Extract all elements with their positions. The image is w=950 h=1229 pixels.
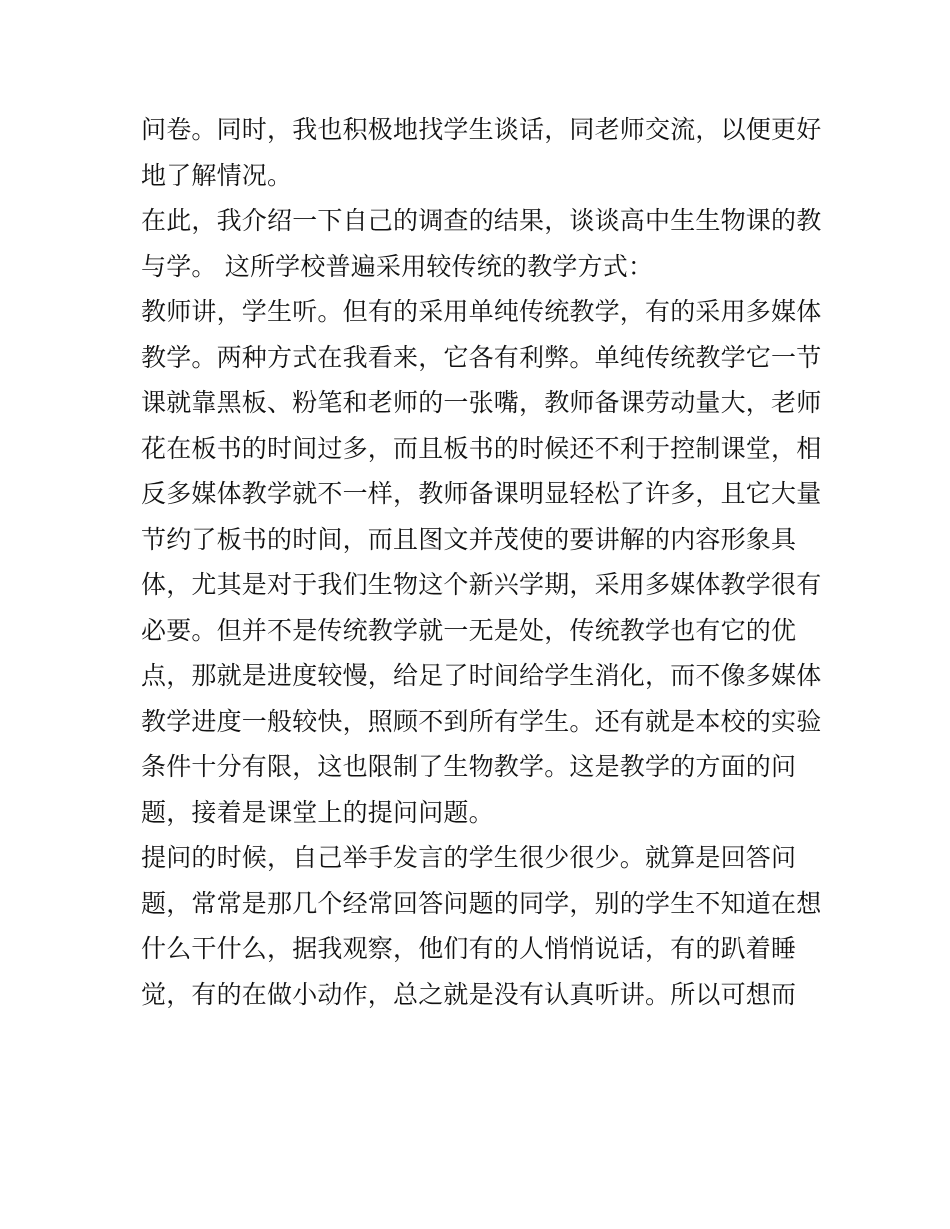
text-line: 地了解情况。 (141, 160, 293, 190)
text-line: 花在板书的时间过多，而且板书的时候还不利于控制课堂，相 (141, 433, 822, 463)
text-line: 题，常常是那几个经常回答问题的同学，别的学生不知道在想 (141, 888, 822, 918)
body-text (141, 107, 821, 1017)
text-line: 教学。两种方式在我看来，它各有利弊。单纯传统教学它一节 (141, 342, 822, 372)
text-line: 体，尤其是对于我们生物这个新兴学期，采用多媒体教学很有 (141, 570, 822, 599)
text-line: 题，接着是课堂上的提问问题。 (141, 797, 494, 827)
text-line: 觉，有的在做小动作，总之就是没有认真听讲。所以可想而 (141, 979, 797, 1009)
text-line: 教师讲，学生听。但有的采用单纯传统教学，有的采用多媒体 (141, 297, 822, 326)
text-line: 与学。 这所学校普遍采用较传统的教学方式： (141, 251, 654, 281)
text-line: 问卷。同时，我也积极地找学生谈话，同老师交流，以便更好 (141, 115, 822, 144)
text-line: 课就靠黑板、粉笔和老师的一张嘴，教师备课劳动量大，老师 (141, 388, 822, 417)
text-line: 节约了板书的时间，而且图文并茂使的要讲解的内容形象具 (141, 524, 797, 554)
text-line: 什么干什么，据我观察，他们有的人悄悄说话，有的趴着睡 (141, 934, 797, 963)
text-line: 点，那就是进度较慢，给足了时间给学生消化，而不像多媒体 (141, 661, 822, 690)
text-line: 在此，我介绍一下自己的调查的结果，谈谈高中生生物课的教 (141, 206, 822, 235)
text-line: 提问的时候，自己举手发言的学生很少很少。就算是回答问 (141, 843, 797, 872)
text-line: 反多媒体教学就不一样，教师备课明显轻松了许多，且它大量 (141, 479, 822, 508)
text-line: 教学进度一般较快，照顾不到所有学生。还有就是本校的实验 (141, 706, 822, 736)
text-line: 条件十分有限，这也限制了生物教学。这是教学的方面的问 (141, 752, 797, 781)
text-line: 必要。但并不是传统教学就一无是处，传统教学也有它的优 (141, 615, 797, 645)
